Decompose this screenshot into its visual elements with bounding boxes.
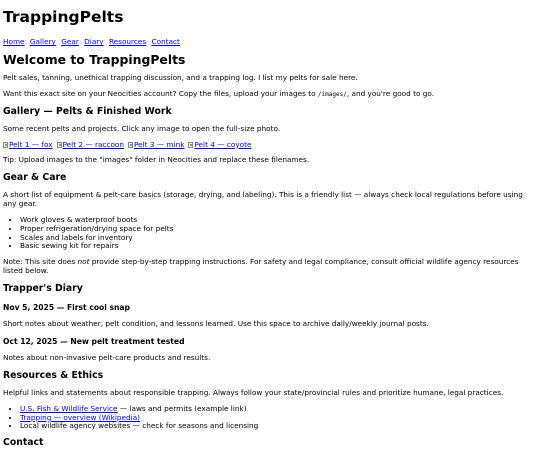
resource-note: — laws and permits (example link) <box>117 403 247 413</box>
gear-list-item: • Work gloves & waterproof boots <box>20 216 537 225</box>
image-alt-text: Pelt 1 — fox <box>9 139 53 149</box>
broken-image-icon <box>188 142 193 148</box>
image-alt-text: Pelt 4 — coyote <box>194 139 252 149</box>
resources-intro: Helpful links and statements about responsible trapping. Always follow your state/provincial rules and prioritize humane, legal practices. <box>3 387 504 397</box>
note-text-after: provide step-by-step trapping instructions. For safety and legal compliance, consult official wildlife agency resources listed below. <box>3 257 519 276</box>
nav-link-resources[interactable]: Resources <box>108 37 147 47</box>
nav-link-contact[interactable]: Contact <box>151 37 180 47</box>
gear-intro: A short list of equipment & pelt-care basics (storage, drying, and labeling). This is a friendly list — always check local regulations before using any gear. <box>3 190 523 208</box>
diary-heading: Trapper's Diary <box>3 283 83 295</box>
nav-link-gear[interactable]: Gear <box>61 37 79 47</box>
resource-item <box>20 414 537 423</box>
diary-entry-body: Notes about non-invasive pelt-care products and results. <box>3 353 211 363</box>
broken-image-icon <box>3 142 8 148</box>
diary-entry-title: Oct 12, 2025 — New pelt treatment tested <box>3 336 185 346</box>
gallery-image-link[interactable] <box>128 141 184 150</box>
resources-list <box>3 405 537 432</box>
nav-link-home[interactable]: Home <box>3 37 25 47</box>
contact-heading: Contact <box>3 438 44 449</box>
gear-list-item: • Proper refrigeration/drying space for pelts <box>20 225 537 234</box>
contact-section <box>3 438 537 450</box>
gear-list-item: • Basic sewing kit for repairs <box>20 242 537 251</box>
nav-link-gallery[interactable]: Gallery <box>29 37 56 47</box>
gallery-image-link[interactable] <box>188 141 251 150</box>
welcome-heading: Welcome to TrappingPelts <box>3 51 186 67</box>
gallery-heading: Gallery — Pelts & Finished Work <box>3 105 172 117</box>
diary-entry-body: Short notes about weather, pelt condition, and lessons learned. Use this space to archive daily/weekly journal posts. <box>3 319 429 329</box>
gear-note <box>3 258 537 276</box>
gallery-image-link[interactable] <box>57 141 124 150</box>
broken-image-icon <box>128 142 133 148</box>
gallery-intro: Some recent pelts and projects. Click any image to open the full-size photo. <box>3 123 281 133</box>
resource-item: • Local wildlife agency websites — check for seasons and licensing <box>20 422 537 431</box>
site-title: TrappingPelts <box>3 8 124 26</box>
gear-list-item: • Scales and labels for inventory <box>20 234 537 243</box>
note-emphasis: not <box>77 257 90 267</box>
note-text-before: Note: This site does <box>3 257 78 267</box>
image-alt-text: Pelt 3 — mink <box>134 139 185 149</box>
usfws-link[interactable]: U.S. Fish & Wildlife Service <box>20 403 118 413</box>
main-nav <box>3 38 537 47</box>
copy-text-before: Want this exact site on your Neocities account? Copy the files, upload your images to <box>3 89 318 99</box>
wikipedia-trapping-link[interactable]: Trapping — overview (Wikipedia) <box>20 412 141 422</box>
broken-image-icon <box>57 142 62 148</box>
welcome-intro: Pelt sales, tanning, unethical trapping discussion, and a trapping log. I list my pelts for sale here. <box>3 73 358 83</box>
gear-heading: Gear & Care <box>3 172 67 184</box>
gallery-image-link[interactable] <box>3 141 53 150</box>
copy-text-after: , and you're good to go. <box>346 89 435 99</box>
copy-site-text <box>3 90 537 99</box>
gear-list <box>3 216 537 252</box>
image-alt-text: Pelt 2 — raccoon <box>62 139 125 149</box>
gallery-tip: Tip: Upload images to the "images" folder in Neocities and replace these filenames. <box>3 155 310 165</box>
nav-link-diary[interactable]: Diary <box>84 37 104 47</box>
images-path-code: /images/ <box>317 91 347 99</box>
gallery-grid <box>3 141 537 150</box>
resources-heading: Resources & Ethics <box>3 370 104 382</box>
diary-entry-title: Nov 5, 2025 — First cool snap <box>3 302 130 312</box>
